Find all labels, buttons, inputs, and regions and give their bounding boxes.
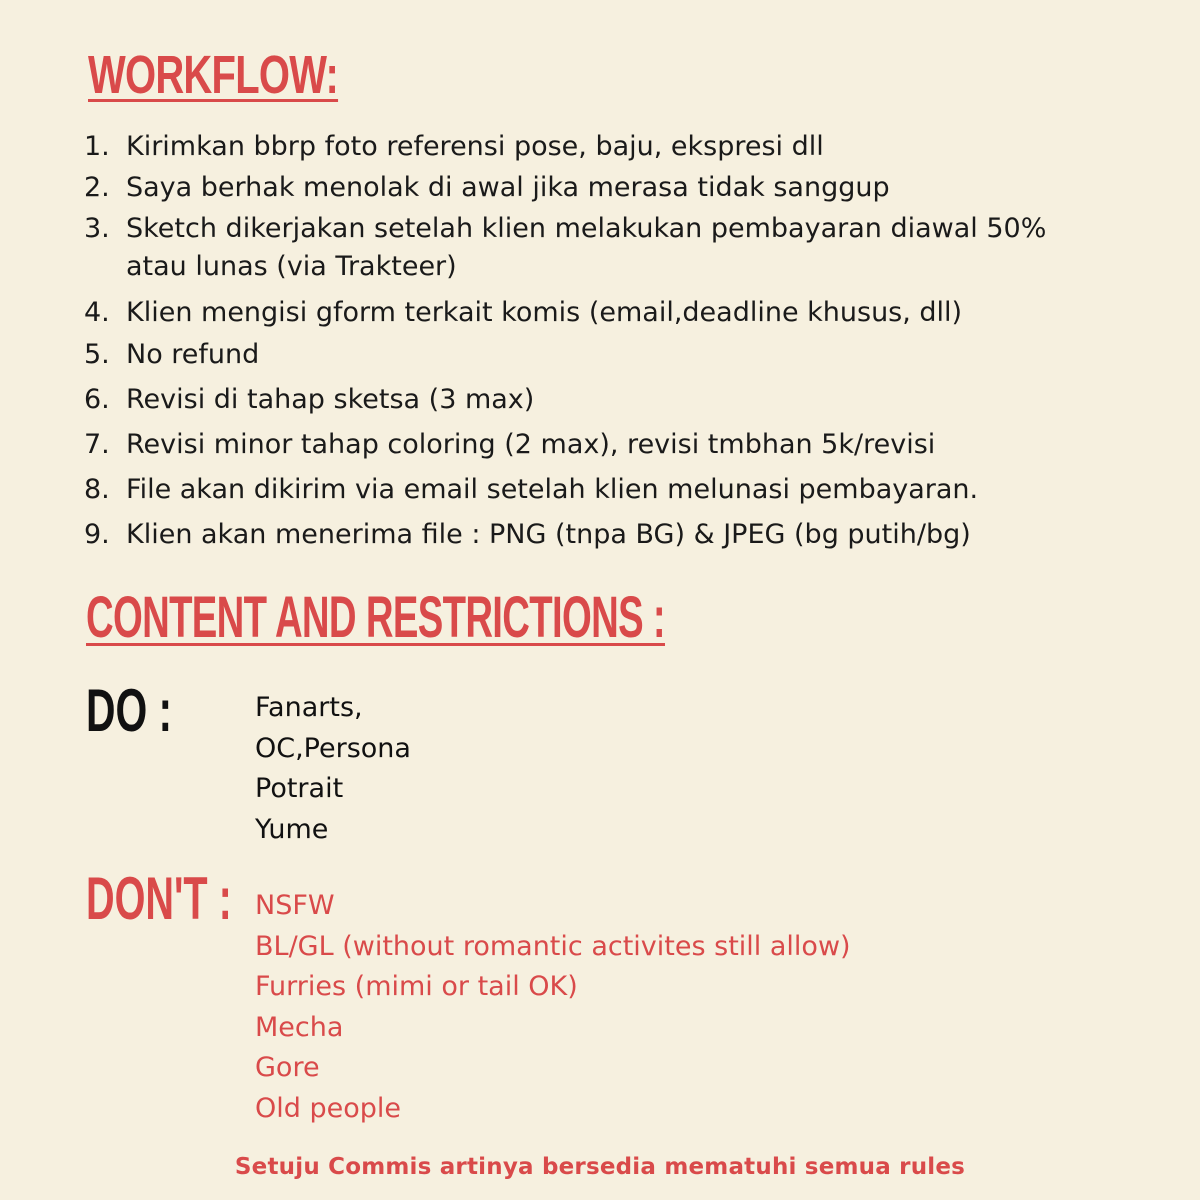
list-item-number: 9.	[84, 519, 110, 550]
list-item: BL/GL (without romantic activites still allow)	[255, 930, 851, 962]
list-item	[84, 471, 1144, 509]
list-item-text: No refund	[126, 339, 260, 370]
list-item	[84, 210, 1144, 286]
footer-note: Setuju Commis artinya bersedia mematuhi semua rules	[234, 1154, 966, 1180]
list-item	[84, 381, 1144, 419]
list-item	[84, 336, 1144, 374]
list-item-number: 6.	[84, 384, 110, 415]
list-item-text: Klien akan menerima file : PNG (tnpa BG) & JPEG (bg putih/bg)	[126, 519, 971, 550]
dont-list	[255, 886, 851, 1129]
list-item-text: Revisi di tahap sketsa (3 max)	[126, 384, 535, 415]
list-item-text: Klien mengisi gform terkait komis (email,deadline khusus, dll)	[126, 297, 963, 328]
list-item-number: 3.	[84, 213, 110, 244]
list-item-number: 4.	[84, 297, 110, 328]
list-item	[84, 426, 1144, 464]
dont-label: DON'T :	[86, 865, 232, 932]
list-item-text: Saya berhak menolak di awal jika merasa tidak sanggup	[126, 172, 890, 203]
list-item: Gore	[255, 1052, 320, 1083]
list-item: OC,Persona	[255, 732, 411, 764]
content-restrictions-heading: CONTENT AND RESTRICTIONS :	[86, 585, 666, 650]
workflow-heading: WORKFLOW:	[88, 45, 339, 105]
list-item: Fanarts,	[255, 692, 363, 723]
list-item-text: Revisi minor tahap coloring (2 max), revisi tmbhan 5k/revisi	[126, 429, 936, 460]
list-item: Mecha	[255, 1011, 344, 1043]
do-list	[255, 688, 411, 850]
list-item-number: 2.	[84, 172, 110, 203]
list-item-number: 7.	[84, 429, 110, 460]
list-item: Old people	[255, 1092, 401, 1124]
list-item-number: 8.	[84, 474, 110, 505]
workflow-list	[84, 128, 1144, 554]
list-item	[84, 128, 1144, 166]
list-item-text: File akan dikirim via email setelah klien melunasi pembayaran.	[126, 474, 979, 505]
list-item	[84, 294, 1144, 332]
list-item	[84, 516, 1144, 554]
list-item-number: 1.	[84, 131, 110, 162]
list-item	[84, 169, 1144, 207]
list-item-text: Kirimkan bbrp foto referensi pose, baju, ekspresi dll	[126, 131, 824, 162]
list-item-text: Sketch dikerjakan setelah klien melakukan pembayaran diawal 50% atau lunas (via Trakteer)	[126, 213, 1047, 282]
list-item: Yume	[255, 813, 329, 845]
list-item-number: 5.	[84, 339, 110, 370]
do-label: DO :	[86, 677, 173, 744]
list-item: Furries (mimi or tail OK)	[255, 971, 578, 1002]
list-item: Potrait	[255, 773, 344, 804]
list-item: NSFW	[255, 890, 335, 921]
